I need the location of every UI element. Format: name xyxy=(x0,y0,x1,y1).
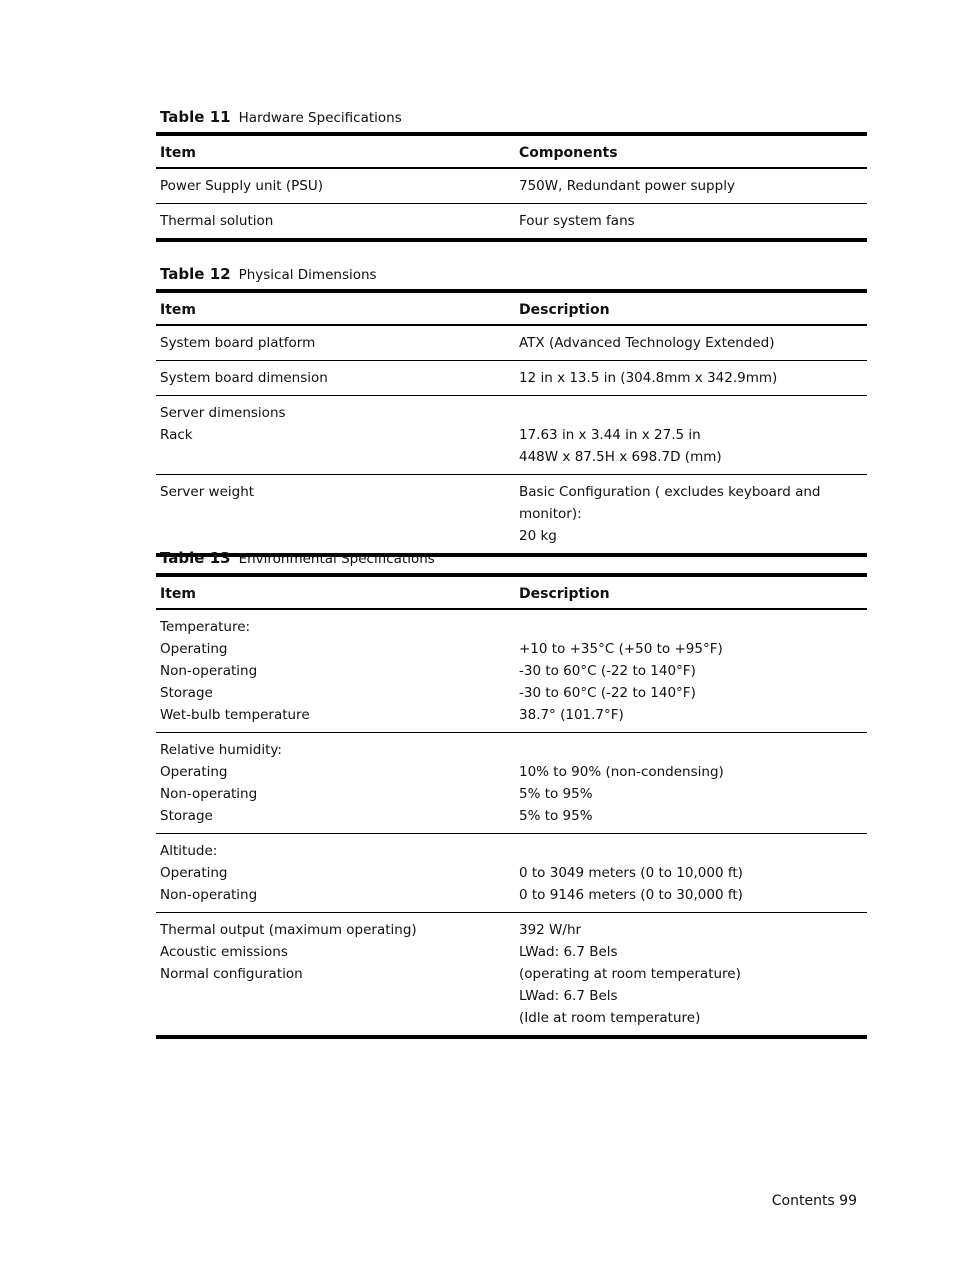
cell-line: Storage xyxy=(160,808,213,824)
column-header-item: Item xyxy=(156,291,515,325)
cell-line: Storage xyxy=(160,685,213,701)
physical-dimensions-table xyxy=(156,289,867,557)
table-13-block xyxy=(156,549,867,1039)
cell-value: 750W, Redundant power supply xyxy=(515,168,867,204)
cell-line: Server dimensions xyxy=(160,405,286,421)
cell-item xyxy=(156,609,515,733)
cell-value: ATX (Advanced Technology Extended) xyxy=(515,325,867,361)
table-row xyxy=(156,834,867,913)
cell-line: 17.63 in x 3.44 in x 27.5 in xyxy=(519,427,701,443)
cell-line: Wet-bulb temperature xyxy=(160,707,310,723)
cell-blank-line xyxy=(519,840,863,862)
cell-line: 5% to 95% xyxy=(519,786,593,802)
cell-line: 38.7° (101.7°F) xyxy=(519,707,624,723)
cell-line: Operating xyxy=(160,641,228,657)
table-13-caption-number: Table 13 xyxy=(160,549,231,567)
cell-line: Operating xyxy=(160,764,228,780)
table-13-caption xyxy=(156,549,867,573)
cell-value: 12 in x 13.5 in (304.8mm x 342.9mm) xyxy=(515,361,867,396)
table-row xyxy=(156,609,867,733)
cell-blank-line xyxy=(519,402,863,424)
cell-value: Four system fans xyxy=(519,213,635,229)
cell-line: Basic Configuration ( excludes keyboard and monitor): xyxy=(519,484,821,522)
cell-line: Normal configuration xyxy=(160,966,303,982)
cell-value xyxy=(515,913,867,1038)
column-header-description: Description xyxy=(515,291,867,325)
cell-item xyxy=(156,913,515,1038)
cell-blank-line xyxy=(519,616,863,638)
table-row xyxy=(156,396,867,475)
cell-line: 5% to 95% xyxy=(519,808,593,824)
cell-line: -30 to 60°C (-22 to 140°F) xyxy=(519,685,696,701)
cell-item: System board platform xyxy=(156,325,515,361)
cell-line: Thermal output (maximum operating) xyxy=(160,922,417,938)
cell-line: Temperature: xyxy=(160,619,251,635)
column-header-item: Item xyxy=(156,575,515,609)
table-11-block xyxy=(156,108,867,242)
table-12-caption-title: Physical Dimensions xyxy=(238,267,377,283)
cell-line: 0 to 3049 meters (0 to 10,000 ft) xyxy=(519,865,743,881)
cell-line: (operating at room temperature) xyxy=(519,966,741,982)
cell-value xyxy=(515,834,867,913)
table-12-block xyxy=(156,265,867,557)
cell-item: Power Supply unit (PSU) xyxy=(156,168,515,204)
cell-value xyxy=(515,733,867,834)
cell-item: Thermal solution xyxy=(160,213,274,229)
cell-item: Server weight xyxy=(160,484,255,500)
page-footer: Contents 99 xyxy=(771,1193,857,1209)
cell-line: (Idle at room temperature) xyxy=(519,1010,701,1026)
cell-item: System board dimension xyxy=(156,361,515,396)
table-row xyxy=(156,325,867,361)
table-12-caption-number: Table 12 xyxy=(160,265,231,283)
cell-line: Relative humidity: xyxy=(160,742,282,758)
cell-line: Rack xyxy=(160,427,193,443)
cell-item xyxy=(156,396,515,475)
cell-value xyxy=(515,475,867,556)
cell-line: LWad: 6.7 Bels xyxy=(519,988,618,1004)
table-row xyxy=(156,168,867,204)
cell-line: LWad: 6.7 Bels xyxy=(519,944,618,960)
table-header-row xyxy=(156,134,867,168)
table-13-caption-title: Environmental Specifications xyxy=(238,551,435,567)
column-header-description: Description xyxy=(515,575,867,609)
cell-line: +10 to +35°C (+50 to +95°F) xyxy=(519,641,723,657)
table-row xyxy=(156,913,867,1038)
table-11-caption xyxy=(156,108,867,132)
column-header-item: Item xyxy=(156,134,515,168)
table-row xyxy=(156,733,867,834)
table-11-caption-title: Hardware Specifications xyxy=(238,110,402,126)
table-row xyxy=(156,204,867,241)
cell-line: -30 to 60°C (-22 to 140°F) xyxy=(519,663,696,679)
hardware-specifications-table xyxy=(156,132,867,242)
table-header-row xyxy=(156,575,867,609)
table-header-row xyxy=(156,291,867,325)
column-header-components: Components xyxy=(515,134,867,168)
cell-line: 392 W/hr xyxy=(519,922,582,938)
cell-line: 448W x 87.5H x 698.7D (mm) xyxy=(519,449,722,465)
cell-line: Non-operating xyxy=(160,887,258,903)
table-11-caption-number: Table 11 xyxy=(160,108,231,126)
cell-line: 20 kg xyxy=(519,528,557,544)
cell-value xyxy=(515,609,867,733)
table-row xyxy=(156,361,867,396)
cell-line: Non-operating xyxy=(160,663,258,679)
cell-blank-line xyxy=(519,739,863,761)
environmental-specifications-table xyxy=(156,573,867,1039)
cell-value xyxy=(515,396,867,475)
cell-line: Non-operating xyxy=(160,786,258,802)
cell-line: 0 to 9146 meters (0 to 30,000 ft) xyxy=(519,887,743,903)
cell-item xyxy=(156,834,515,913)
cell-line: 10% to 90% (non-condensing) xyxy=(519,764,724,780)
cell-line: Altitude: xyxy=(160,843,218,859)
cell-item xyxy=(156,733,515,834)
cell-line: Acoustic emissions xyxy=(160,944,288,960)
table-12-caption xyxy=(156,265,867,289)
cell-line: Operating xyxy=(160,865,228,881)
table-row xyxy=(156,475,867,556)
